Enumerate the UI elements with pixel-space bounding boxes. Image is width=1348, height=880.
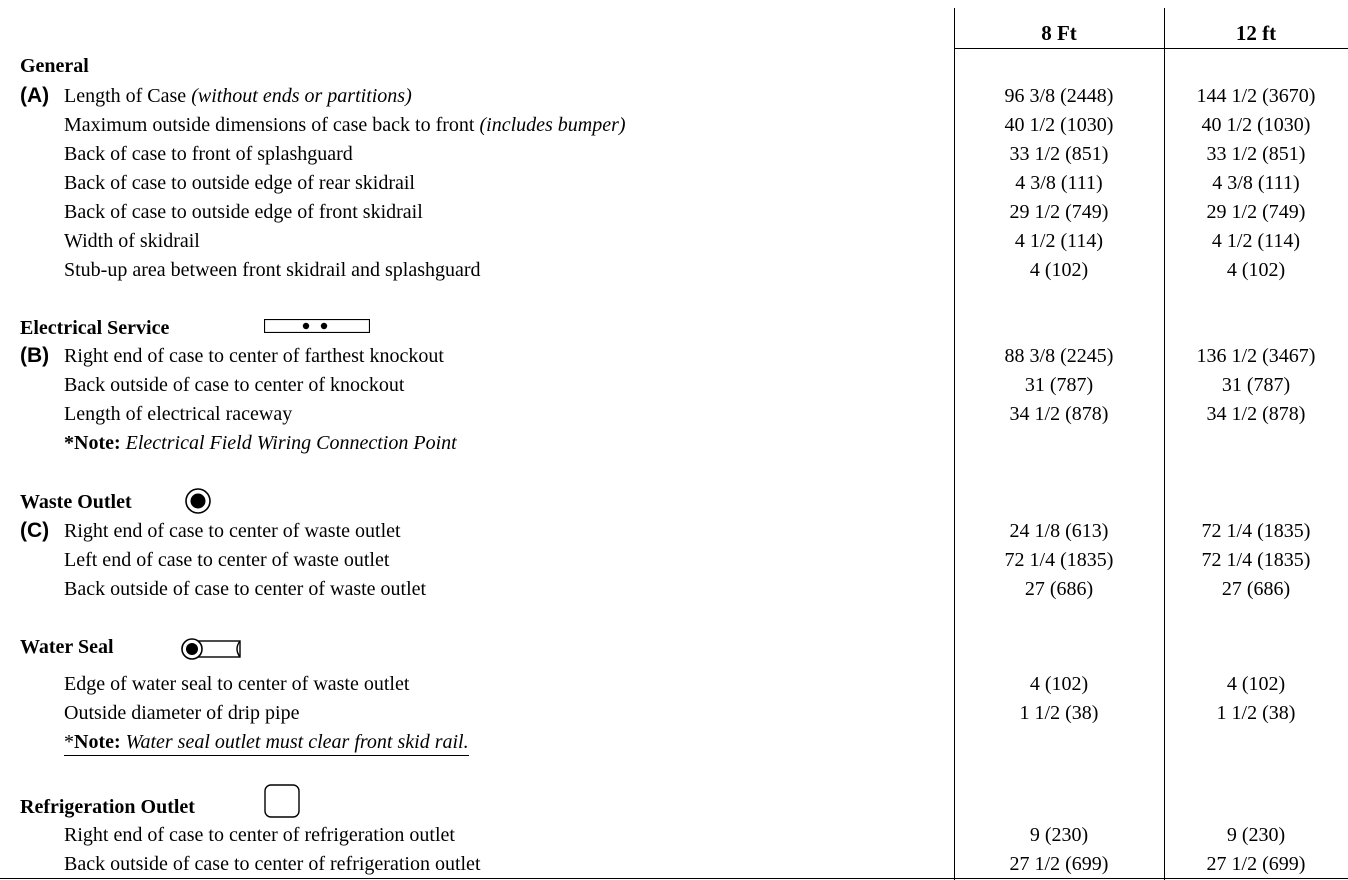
note-prefix: *Note: <box>64 432 126 454</box>
row-label: Length of electrical raceway <box>64 403 293 425</box>
value-12ft: 4 (102) <box>1226 673 1286 695</box>
table-row <box>0 258 1348 282</box>
table-row <box>0 402 1348 426</box>
value-8ft: 88 3/8 (2245) <box>1004 345 1114 367</box>
table-row <box>0 519 1348 543</box>
value-8ft: 4 1/2 (114) <box>1014 230 1104 252</box>
table-row <box>0 344 1348 368</box>
row-label: Width of skidrail <box>64 230 200 252</box>
row-letter: (B) <box>20 344 50 367</box>
table-row <box>0 548 1348 572</box>
row-label: Left end of case to center of waste outlet <box>64 549 390 571</box>
value-8ft: 1 1/2 (38) <box>1019 702 1099 724</box>
row-label: Length of Case (without ends or partitions) <box>64 85 412 107</box>
value-12ft: 1 1/2 (38) <box>1216 702 1296 724</box>
value-12ft: 144 1/2 (3670) <box>1196 85 1316 107</box>
section-title-general: General <box>20 55 89 77</box>
waste-outlet-icon <box>184 487 212 515</box>
value-8ft: 29 1/2 (749) <box>1009 201 1109 223</box>
value-12ft: 29 1/2 (749) <box>1206 201 1306 223</box>
refrigeration-outlet-icon <box>264 784 300 818</box>
row-label: Back of case to outside edge of rear skidrail <box>64 172 415 194</box>
row-letter: (C) <box>20 519 50 542</box>
row-label: Back of case to outside edge of front skidrail <box>64 201 423 223</box>
row-letter: (A) <box>20 84 50 107</box>
row-label: Back outside of case to center of waste outlet <box>64 578 427 600</box>
table-row <box>0 200 1348 224</box>
value-12ft: 34 1/2 (878) <box>1206 403 1306 425</box>
row-label: Back outside of case to center of knockout <box>64 374 405 396</box>
value-12ft: 40 1/2 (1030) <box>1201 114 1311 136</box>
row-label: Back outside of case to center of refrigeration outlet <box>64 853 481 875</box>
table-row <box>0 852 1348 876</box>
value-8ft: 34 1/2 (878) <box>1009 403 1109 425</box>
column-header-12ft: 12 ft <box>1235 21 1277 45</box>
section-title-refrigeration: Refrigeration Outlet <box>20 796 195 818</box>
row-label: Right end of case to center of farthest knockout <box>64 345 444 367</box>
table-row <box>0 113 1348 137</box>
water-seal-note <box>0 730 1348 754</box>
row-label: Edge of water seal to center of waste outlet <box>64 673 410 695</box>
table-row <box>0 142 1348 166</box>
water-seal-icon <box>180 636 244 662</box>
note-text: Electrical Field Wiring Connection Point <box>125 432 457 454</box>
bottom-border <box>0 878 1348 879</box>
value-8ft: 31 (787) <box>1024 374 1094 396</box>
table-row <box>0 84 1348 108</box>
value-8ft: 33 1/2 (851) <box>1009 143 1109 165</box>
table-row <box>0 672 1348 696</box>
value-12ft: 136 1/2 (3467) <box>1196 345 1316 367</box>
value-8ft: 96 3/8 (2448) <box>1004 85 1114 107</box>
value-12ft: 72 1/4 (1835) <box>1201 549 1311 571</box>
value-8ft: 4 (102) <box>1029 259 1089 281</box>
row-label: Back of case to front of splashguard <box>64 143 353 165</box>
row-label: Stub-up area between front skidrail and splashguard <box>64 259 481 281</box>
table-row <box>0 373 1348 397</box>
value-12ft: 72 1/4 (1835) <box>1201 520 1311 542</box>
value-8ft: 4 3/8 (111) <box>1015 172 1103 194</box>
value-12ft: 4 1/2 (114) <box>1211 230 1301 252</box>
note-star: * <box>64 731 74 753</box>
value-12ft: 4 3/8 (111) <box>1212 172 1300 194</box>
note-text: Water seal outlet must clear front skid rail. <box>125 731 469 753</box>
section-title-waste: Waste Outlet <box>20 491 132 513</box>
value-8ft: 72 1/4 (1835) <box>1004 549 1114 571</box>
value-12ft: 4 (102) <box>1226 259 1286 281</box>
value-12ft: 27 1/2 (699) <box>1206 853 1306 875</box>
table-row <box>0 229 1348 253</box>
column-header-8ft: 8 Ft <box>1041 21 1077 45</box>
value-8ft: 40 1/2 (1030) <box>1004 114 1114 136</box>
table-row <box>0 171 1348 195</box>
table-row <box>0 577 1348 601</box>
electrical-note <box>0 431 1348 455</box>
section-title-water-seal: Water Seal <box>20 636 114 658</box>
value-12ft: 33 1/2 (851) <box>1206 143 1306 165</box>
section-title-electrical: Electrical Service <box>20 317 170 339</box>
row-label: Outside diameter of drip pipe <box>64 702 300 724</box>
row-label: Maximum outside dimensions of case back to front (includes bumper) <box>64 114 626 136</box>
value-8ft: 9 (230) <box>1029 824 1089 846</box>
header-divider <box>954 48 1348 49</box>
table-row <box>0 823 1348 847</box>
value-8ft: 4 (102) <box>1029 673 1089 695</box>
value-12ft: 27 (686) <box>1221 578 1291 600</box>
value-12ft: 9 (230) <box>1226 824 1286 846</box>
row-label: Right end of case to center of refrigeration outlet <box>64 824 455 846</box>
value-8ft: 27 1/2 (699) <box>1009 853 1109 875</box>
value-8ft: 27 (686) <box>1024 578 1094 600</box>
value-12ft: 31 (787) <box>1221 374 1291 396</box>
note-prefix: Note: <box>74 731 126 753</box>
row-label: Right end of case to center of waste outlet <box>64 520 401 542</box>
value-8ft: 24 1/8 (613) <box>1009 520 1109 542</box>
table-row <box>0 701 1348 725</box>
electrical-box-icon <box>264 319 370 333</box>
